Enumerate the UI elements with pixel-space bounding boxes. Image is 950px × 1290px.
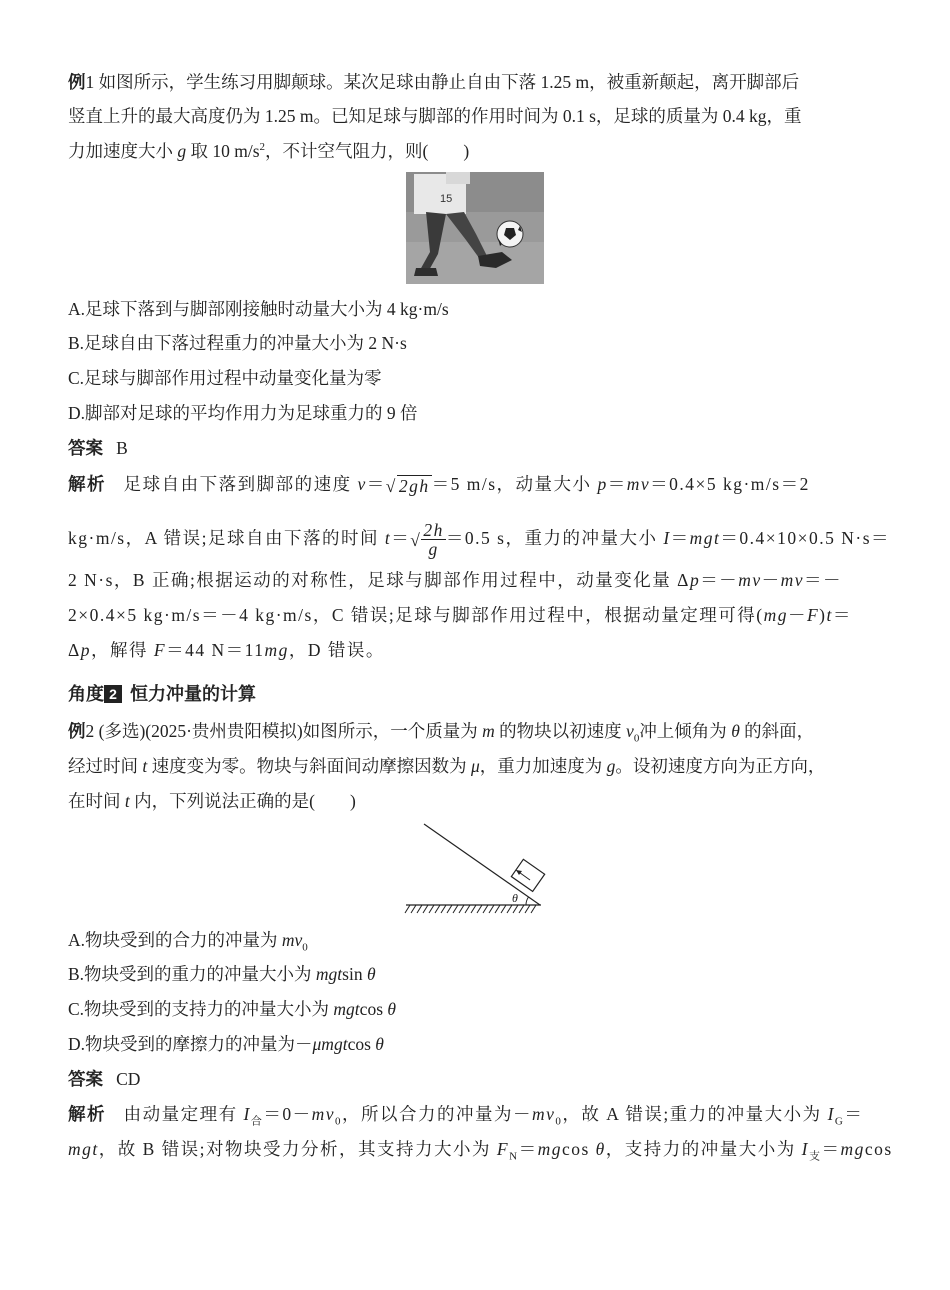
ex1-analysis-line-1: 解析 足球自由下落到脚部的速度 v＝√ 2gh ＝5 m/s，动量大小 p＝mv＝0.4×5 kg·m/s＝2 [68, 474, 810, 496]
sqrt-2h-over-g: √ [410, 529, 422, 550]
ex2-line-3: 在时间 t 内，下列说法正确的是( ) [68, 791, 356, 811]
ex2-option-b: B.物块受到的重力的冲量大小为 mgtsin θ [68, 964, 376, 984]
ex1-label: 例 [68, 72, 86, 92]
ex2-analysis-line-2: mgt，故 B 错误;对物块受力分析，其支持力大小为 $F_N=mgcos$ θ，支持力的冲量大小为 $I_支=mgcos$ [68, 1139, 893, 1163]
incline-diagram [404, 822, 546, 916]
section-heading: 角度 2 恒力冲量的计算 [68, 684, 256, 704]
ex2-option-c: C.物块受到的支持力的冲量大小为 mgtcos θ [68, 999, 396, 1019]
ex2-answer: 答案 CD [68, 1069, 141, 1089]
ex2-option-d: D.物块受到的摩擦力的冲量为－μmgtcos θ [68, 1034, 384, 1054]
ex1-analysis-line-2: kg·m/s，A 错误;足球自由下落的时间 t＝√ $\frac{2h}{g}$ ＝0.5 s，重力的冲量大小 I＝mgt＝0.4×10×0.5 N·s＝ [68, 520, 891, 560]
section-number-badge: 2 [104, 685, 122, 703]
ex2-analysis-line-1: 解析 由动量定理有 $I_合=0-mv_0$，所以合力的冲量为$-mv_0$，故 A 错误;重力的冲量大小为 $I_G=$ [68, 1104, 864, 1128]
ex1-option-a: A.足球下落到与脚部刚接触时动量大小为 4 kg·m/s [68, 299, 449, 319]
ex1-analysis-line-5: Δp，解得 F＝44 N＝11mg，D 错误。 [68, 640, 385, 660]
ex1-option-d: D.脚部对足球的平均作用力为足球重力的 9 倍 [68, 403, 418, 423]
ex1-analysis-line-4: 2×0.4×5 kg·m/s＝－4 kg·m/s，C 错误;足球与脚部作用过程中，根据动量定理可得(mg－F)t＝ [68, 605, 852, 625]
ex2-option-a: A.物块受到的合力的冲量为 $mv_0$ [68, 930, 308, 954]
ex1-answer: 答案 B [68, 438, 128, 458]
angle-theta-label: θ [512, 891, 518, 905]
fraction-2h-g: $\frac{2h}{g}$ [423, 520, 444, 560]
jersey-number: 15 [440, 193, 453, 205]
ex1-option-c: C.足球与脚部作用过程中动量变化量为零 [68, 368, 382, 388]
ex2-line-1: 例2 (多选)(2025·贵州贵阳模拟)如图所示，一个质量为 m 的物块以初速度 $v_0$冲上倾角为 θ 的斜面， [68, 721, 815, 745]
sqrt-2gh: √ 2gh [385, 475, 430, 496]
ex1-line-2: 竖直上升的最大高度仍为 1.25 m。已知足球与脚部的作用时间为 0.1 s，足球的质量为 0.4 kg，重 [68, 106, 802, 126]
ex1-analysis-line-3: 2 N·s，B 正确;根据运动的对称性，足球与脚部作用过程中，动量变化量 Δp＝－mv－mv＝－ [68, 570, 842, 590]
ex1-line-1: 例1 如图所示，学生练习用脚颠球。某次足球由静止自由下落 1.25 m，被重新颠起，离开脚部后 [68, 72, 800, 92]
football-photo [406, 172, 544, 284]
ex1-option-b: B.足球自由下落过程重力的冲量大小为 2 N·s [68, 333, 407, 353]
ex2-line-2: 经过时间 t 速度变为零。物块与斜面间动摩擦因数为 μ，重力加速度为 g。设初速度方向为正方向， [68, 756, 826, 776]
ex1-line-3: 力加速度大小 g 取 10 $m/s^2$，不计空气阻力，则( ) [68, 141, 470, 161]
